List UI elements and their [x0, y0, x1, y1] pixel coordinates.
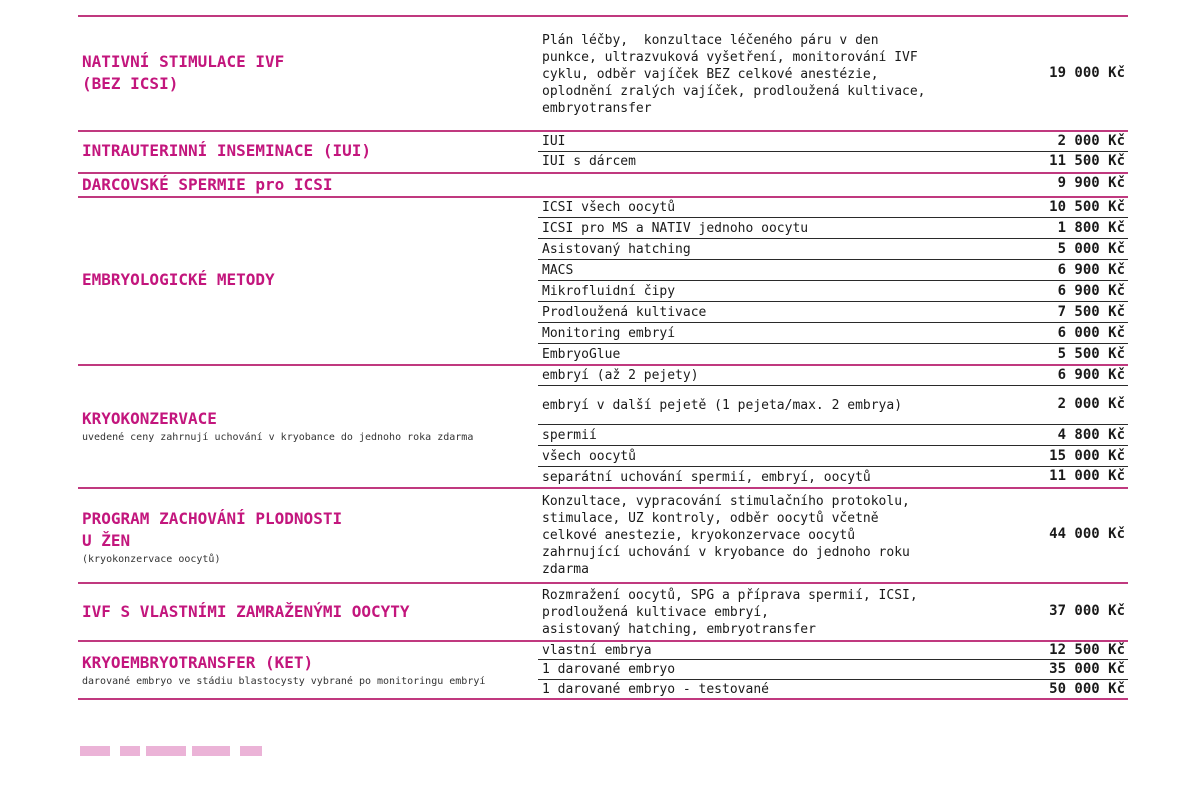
row-divider	[538, 659, 1128, 660]
item-description: separátní uchování spermií, embryí, oocytů	[542, 470, 871, 485]
item-description: embryí v další pejetě (1 pejeta/max. 2 embrya)	[542, 398, 903, 413]
section-divider	[78, 364, 1128, 366]
row-divider	[538, 679, 1128, 680]
item-price: 6 900 Kč	[1057, 283, 1125, 299]
item-price: 12 500 Kč	[1049, 642, 1125, 658]
row-divider	[538, 238, 1128, 239]
item-price: 19 000 Kč	[1049, 65, 1125, 81]
item-price: 2 000 Kč	[1057, 396, 1125, 412]
item-price: 6 000 Kč	[1057, 325, 1125, 341]
row-divider	[538, 466, 1128, 467]
item-description: ICSI všech oocytů	[542, 200, 676, 215]
item-description: IUI	[542, 134, 566, 149]
item-description: ICSI pro MS a NATIV jednoho oocytu	[542, 221, 809, 236]
section-divider	[78, 196, 1128, 198]
item-price: 1 800 Kč	[1057, 220, 1125, 236]
section-divider	[78, 15, 1128, 17]
item-description: Plán léčby, konzultace léčeného páru v den punkce, ultrazvuková vyšetření, monitorování IVF cyklu, odběr vajíček BEZ celkové anestézie, oplodnění zralých vajíček, prodloužená kultivace, embryotransfer	[542, 33, 926, 116]
item-description: EmbryoGlue	[542, 347, 621, 362]
item-price: 37 000 Kč	[1049, 603, 1125, 619]
item-price: 6 900 Kč	[1057, 262, 1125, 278]
item-description: 1 darované embryo	[542, 662, 676, 677]
item-price: 9 900 Kč	[1057, 175, 1125, 191]
item-price: 35 000 Kč	[1049, 661, 1125, 677]
section-divider	[78, 582, 1128, 584]
section-divider	[78, 698, 1128, 700]
section-note: uvedené ceny zahrnují uchování v kryobance do jednoho roka zdarma	[82, 432, 474, 443]
item-price: 11 000 Kč	[1049, 468, 1125, 484]
section-title-nativni-stimulace: NATIVNÍ STIMULACE IVF (BEZ ICSI)	[82, 52, 285, 93]
item-price: 2 000 Kč	[1057, 133, 1125, 149]
item-price: 6 900 Kč	[1057, 367, 1125, 383]
item-price: 10 500 Kč	[1049, 199, 1125, 215]
item-price: 5 500 Kč	[1057, 346, 1125, 362]
row-divider	[538, 151, 1128, 152]
section-title-ivf-zamrazene-oocyty: IVF S VLASTNÍMI ZAMRAŽENÝMI OOCYTY	[82, 602, 410, 621]
item-price: 50 000 Kč	[1049, 681, 1125, 697]
section-note: darované embryo ve stádiu blastocysty vybrané po monitoringu embryí	[82, 676, 486, 687]
item-description: Asistovaný hatching	[542, 242, 691, 257]
section-title-kryoembryotransfer: KRYOEMBRYOTRANSFER (KET) darované embryo ve stádiu blastocysty vybrané po monitoringu embryí	[82, 652, 522, 689]
item-price: 4 800 Kč	[1057, 427, 1125, 443]
section-title-darcovske-spermie: DARCOVSKÉ SPERMIE pro ICSI	[82, 175, 333, 194]
row-divider	[538, 445, 1128, 446]
row-divider	[538, 301, 1128, 302]
item-price: 15 000 Kč	[1049, 448, 1125, 464]
item-description: Prodloužená kultivace	[542, 305, 707, 320]
row-divider	[538, 259, 1128, 260]
row-divider	[538, 343, 1128, 344]
item-description: MACS	[542, 263, 574, 278]
section-divider	[78, 487, 1128, 489]
section-note: (kryokonzervace oocytů)	[82, 554, 221, 565]
row-divider	[538, 217, 1128, 218]
section-title-embryologicke-metody: EMBRYOLOGICKÉ METODY	[82, 270, 275, 289]
item-price: 7 500 Kč	[1057, 304, 1125, 320]
item-description: embryí (až 2 pejety)	[542, 368, 699, 383]
row-divider	[538, 280, 1128, 281]
item-description: 1 darované embryo - testované	[542, 682, 769, 697]
item-description: spermií	[542, 428, 597, 443]
section-title-kryokonzervace: KRYOKONZERVACE uvedené ceny zahrnují uchování v kryobance do jednoho roka zdarma	[82, 408, 522, 445]
item-price: 11 500 Kč	[1049, 153, 1125, 169]
item-description: IUI s dárcem	[542, 154, 636, 169]
item-description: všech oocytů	[542, 449, 636, 464]
item-description: Monitoring embryí	[542, 326, 676, 341]
item-description: Konzultace, vypracování stimulačního protokolu, stimulace, UZ kontroly, odběr oocytů včetně celkové anestezie, kryokonzervace oocytů zahrnující uchování v kryobance do jednoho roku zdarma	[542, 494, 910, 577]
row-divider	[538, 424, 1128, 425]
item-price: 5 000 Kč	[1057, 241, 1125, 257]
item-description: Rozmražení oocytů, SPG a příprava spermií, ICSI, prodloužená kultivace embryí, asistovaný hatching, embryotransfer	[542, 588, 918, 637]
item-description: vlastní embrya	[542, 643, 652, 658]
section-divider	[78, 130, 1128, 132]
section-title-iui: INTRAUTERINNÍ INSEMINACE (IUI)	[82, 141, 371, 160]
row-divider	[538, 322, 1128, 323]
row-divider	[538, 385, 1128, 386]
item-price: 44 000 Kč	[1049, 526, 1125, 542]
section-title-zachovani-plodnosti: PROGRAM ZACHOVÁNÍ PLODNOSTI U ŽEN (kryokonzervace oocytů)	[82, 508, 522, 567]
item-description: Mikrofluidní čipy	[542, 284, 676, 299]
